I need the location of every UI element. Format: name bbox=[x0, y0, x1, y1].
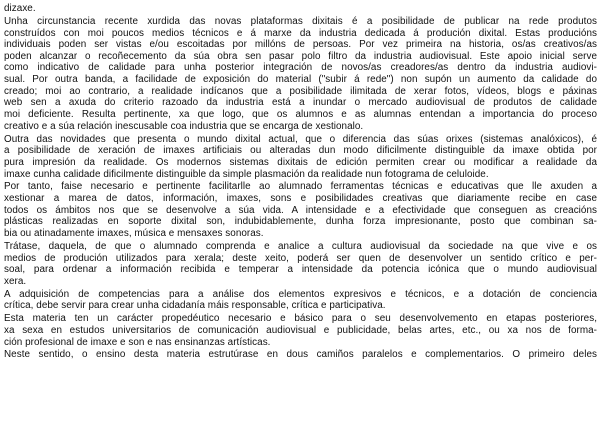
text-line: imaxe cunha calidade dificilmente distinguible da simple plasmación da realidade nun fotograma de celuloide. bbox=[4, 168, 489, 180]
text-line: xera. bbox=[4, 275, 27, 287]
text-line: web sen a axuda do criterio razoado da industria está a inundar o mercado audiovisual de produtos de calidade bbox=[4, 97, 597, 109]
paragraph-tools bbox=[4, 181, 597, 239]
text-line: dizaxe. bbox=[4, 3, 36, 14]
text-line: pura impresión da realidade. Os modernos sistemas dixitais de edición permiten crear ou modificar a realidade da bbox=[4, 156, 597, 168]
text-line: creativo e a súa relación inescusable coa industria que se encarga de xestionalo. bbox=[4, 120, 364, 132]
text-line: construídos con moi poucos medios técnicos e á marxe da industria dedicada á produción dixital. Estas producións bbox=[4, 27, 597, 39]
text-line: Outra das novidades que presenta o mundo dixital actual, que o diferencia das súas orixes (sistemas analóxicos), é bbox=[4, 133, 597, 145]
text-line: moi deficiente. Resulta pertinente, xa que logo, que os alumnos e as alumnas entendan a importancia do proceso bbox=[4, 109, 597, 121]
text-line: crítica, debe servir para crear unha cidadanía máis responsable, crítica e participativa. bbox=[4, 300, 386, 312]
paragraph-propaedeutic bbox=[4, 313, 597, 348]
text-line: plásticas realizadas en soporte dixital son, indubidablemente, dunha forza impresionante, posto que combinan sa- bbox=[4, 216, 597, 228]
text-line: como indicativo de calidade para unha posterior integración de novos/as creadores/as dentro da industria audiovi- bbox=[4, 62, 597, 74]
text-line: Esta materia ten un carácter propedéutico necesario e básico para o seu desenvolvemento en etapas posteriores, bbox=[4, 313, 597, 325]
text-line: xestionar a marea de datos, información, imaxes, sons e posibilidades creativas que diariamente recibe en case bbox=[4, 193, 597, 205]
paragraph-competencies bbox=[4, 289, 597, 312]
text-line: ción profesional de imaxe e son e nas ensinanzas artísticas. bbox=[4, 336, 271, 348]
paragraph-digital-novelties bbox=[4, 134, 597, 181]
text-line: soal, para ordenar a información recibida e temperar a intensidade da potencia icónica que o mundo audiovisual bbox=[4, 264, 597, 276]
paragraph-new-platforms bbox=[4, 16, 597, 133]
text-line: sual. Por outra banda, a facilidade de exposición do material ("subir á rede") non supón un aumento da calidade do bbox=[4, 74, 597, 86]
text-line: Neste sentido, o ensino desta materia estrutúrase en dous camiños paralelos e complementarios. O primeiro deles bbox=[4, 349, 597, 361]
text-line: Por tanto, faise necesario e pertinente facilitarlle ao alumnado ferramentas técnicas e educativas que lle axuden a bbox=[4, 181, 597, 193]
paragraph-structure bbox=[4, 349, 597, 361]
text-line: creado; moi ao contrario, a realidade indícanos que a posibilidade ilimitada de xerar fotos, vídeos, blogs e páxinas bbox=[4, 85, 597, 97]
text-line: A adquisición de competencias para a análise dos elementos expresivos e técnicos, e a dotación de conciencia bbox=[4, 288, 597, 300]
document-page bbox=[4, 3, 597, 436]
text-line: todos os ámbitos nos que se desenvolve a súa vida. A intensidade e a efectividade que conseguen as creacións bbox=[4, 204, 597, 216]
paragraph-audiovisual-culture bbox=[4, 241, 597, 288]
text-line: Unha circunstancia recente xurdida das novas plataformas dixitais é a posibilidade de publicar na rede produtos bbox=[4, 15, 597, 27]
paragraph-continuation bbox=[4, 3, 597, 15]
text-line: a posibilidade de xeración de imaxes artificiais ou alteradas dun modo dificilmente distinguible da imaxe obtida por bbox=[4, 145, 597, 157]
text-line: xa sexa en estudos universitarios de comunicación audiovisual e publicidade, belas artes, etc., ou xa nos de forma- bbox=[4, 324, 597, 336]
text-line: medios de produción utilizados para xerala; deste xeito, poderá ser quen de desenvolver un sentido crítico e per- bbox=[4, 252, 597, 264]
text-line: bia ou atinadamente imaxes, música e mensaxes sonoras. bbox=[4, 228, 264, 240]
text-line: Trátase, daquela, de que o alumnado comprenda e analice a cultura audiovisual da sociedade na que vive e os bbox=[4, 240, 597, 252]
text-line: individuais poden ser vistas e/ou escoitadas por millóns de persoas. Por vez primeira na historia, os/as creativos/as bbox=[4, 39, 597, 51]
text-line: poden alcanzar o recoñecemento da súa obra sen pasar polo filtro da industria audiovisual. Este apoio inicial serve bbox=[4, 50, 597, 62]
